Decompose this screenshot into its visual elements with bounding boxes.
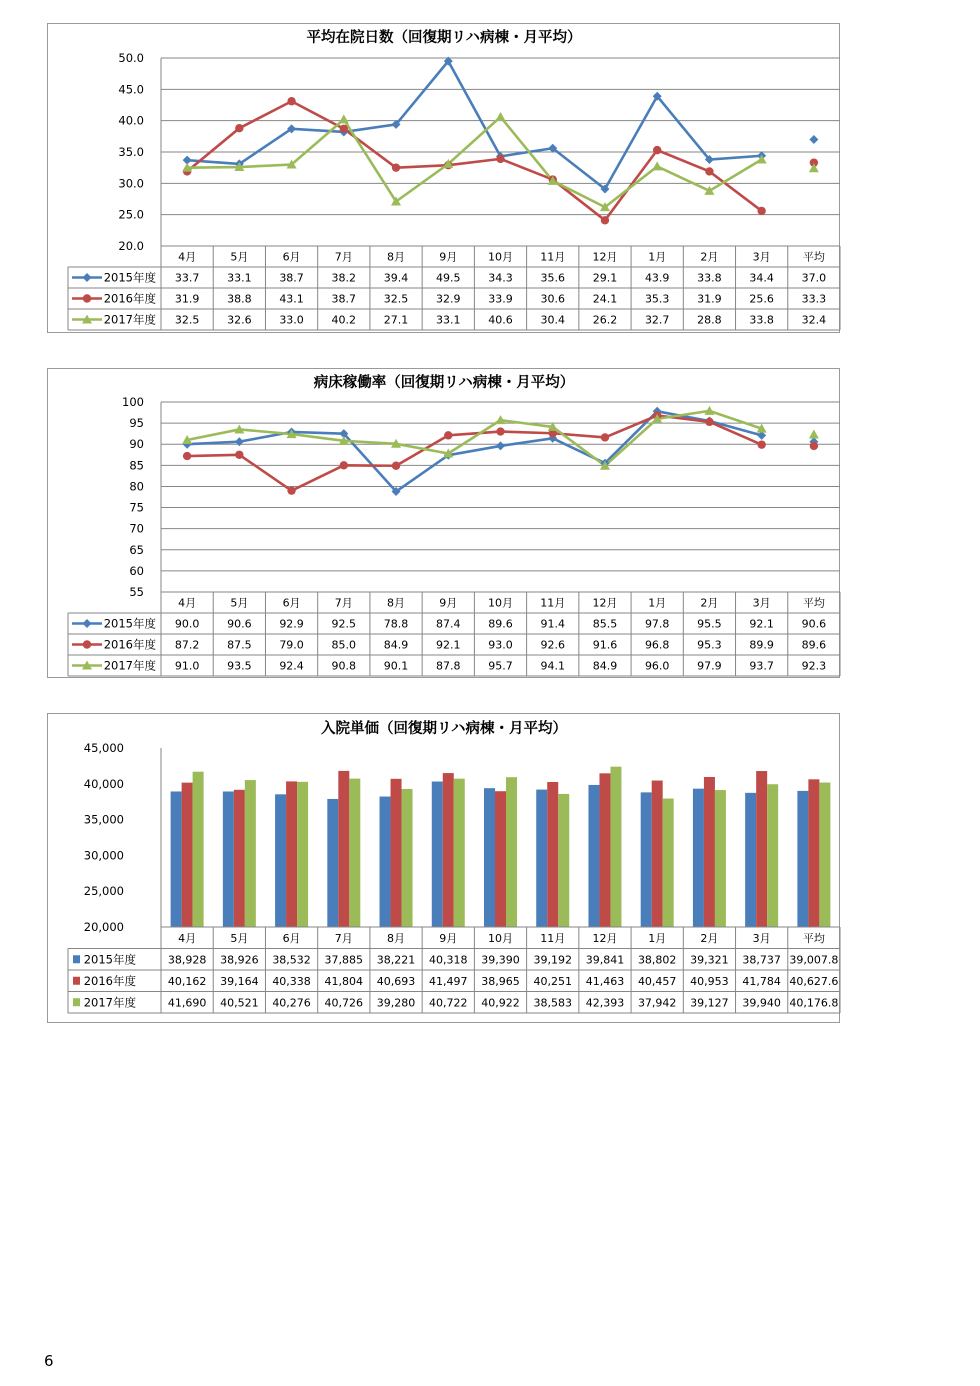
bar xyxy=(454,779,465,927)
data-label: 38,965 xyxy=(481,974,520,988)
chart-admission-unit-price xyxy=(48,714,841,1024)
plot-area xyxy=(171,767,831,927)
category-label: 8月 xyxy=(387,931,406,945)
category-label: 平均 xyxy=(802,596,825,610)
data-label: 95.7 xyxy=(488,659,513,673)
bar xyxy=(558,794,569,927)
data-label: 35.3 xyxy=(644,292,670,306)
data-label: 38,583 xyxy=(533,996,572,1010)
data-label: 92.1 xyxy=(749,617,774,631)
data-label: 40,922 xyxy=(481,996,520,1010)
bar xyxy=(756,771,767,927)
category-label: 10月 xyxy=(488,596,513,610)
data-label: 30.4 xyxy=(540,313,565,327)
data-table xyxy=(68,927,840,1013)
data-label: 93.5 xyxy=(227,659,252,673)
bar xyxy=(349,779,360,927)
data-label: 41,463 xyxy=(585,974,625,988)
y-tick-label: 50.0 xyxy=(118,51,144,65)
data-point xyxy=(757,440,765,448)
data-label: 40,457 xyxy=(637,974,677,988)
bar xyxy=(610,767,621,927)
data-label: 37,942 xyxy=(637,996,677,1010)
data-label: 40.2 xyxy=(331,313,357,327)
data-label: 89.6 xyxy=(488,617,513,631)
bar xyxy=(797,791,808,927)
bar xyxy=(506,777,517,927)
data-label: 33.8 xyxy=(749,313,774,327)
data-label: 40,693 xyxy=(376,974,416,988)
category-label: 4月 xyxy=(178,596,197,610)
legend-label: 2015年度 xyxy=(83,952,136,967)
data-label: 34.4 xyxy=(749,271,774,285)
data-label: 97.8 xyxy=(644,617,670,631)
bar xyxy=(704,777,715,927)
data-label: 42,393 xyxy=(585,996,625,1010)
data-label: 41,804 xyxy=(324,974,364,988)
data-point xyxy=(235,124,243,132)
chart-title: 平均在院日数（回復期リハ病棟・月平均） xyxy=(306,30,582,46)
category-label: 9月 xyxy=(439,596,458,610)
category-label: 4月 xyxy=(178,250,197,264)
data-label: 37.0 xyxy=(801,271,827,285)
chart-title: 病床稼働率（回復期リハ病棟・月平均） xyxy=(313,375,575,391)
data-label: 97.9 xyxy=(697,659,722,673)
data-label: 40,953 xyxy=(690,974,729,988)
bar xyxy=(663,799,674,927)
bar xyxy=(327,799,338,927)
category-label: 7月 xyxy=(334,931,353,945)
legend-label: 2017年度 xyxy=(83,995,136,1010)
data-label: 39,940 xyxy=(742,996,781,1010)
legend-label: 2017年度 xyxy=(103,312,156,327)
category-label: 11月 xyxy=(540,931,566,945)
bar xyxy=(547,782,558,927)
bar xyxy=(484,788,495,927)
data-label: 32.5 xyxy=(383,292,409,306)
data-label: 40,162 xyxy=(167,974,207,988)
series-line xyxy=(187,61,762,189)
y-tick-label: 35.0 xyxy=(118,145,144,159)
category-label: 6月 xyxy=(282,931,301,945)
data-label: 85.0 xyxy=(331,638,357,652)
bar xyxy=(402,789,413,927)
bar xyxy=(234,790,245,927)
bar xyxy=(588,785,599,927)
category-label: 9月 xyxy=(439,250,458,264)
data-table xyxy=(68,592,840,676)
data-label: 92.5 xyxy=(331,617,357,631)
data-label: 40,318 xyxy=(429,953,468,967)
data-label: 40,726 xyxy=(324,996,364,1010)
data-label: 92.3 xyxy=(801,659,827,673)
data-label: 34.3 xyxy=(488,271,513,285)
data-label: 33.8 xyxy=(697,271,722,285)
y-tick-label: 95 xyxy=(129,416,144,431)
data-label: 39,321 xyxy=(690,953,729,967)
data-label: 90.0 xyxy=(174,617,200,631)
bar xyxy=(182,783,193,927)
data-label: 32.4 xyxy=(801,313,827,327)
data-label: 43.9 xyxy=(644,271,670,285)
data-label: 87.2 xyxy=(174,638,200,652)
plot-area xyxy=(182,57,819,225)
category-label: 5月 xyxy=(230,596,249,610)
category-label: 12月 xyxy=(592,250,618,264)
data-label: 40,276 xyxy=(272,996,311,1010)
category-label: 5月 xyxy=(230,250,249,264)
category-label: 9月 xyxy=(439,931,458,945)
data-point xyxy=(444,431,452,439)
y-tick-label: 25.0 xyxy=(118,207,144,222)
data-label: 24.1 xyxy=(592,292,618,306)
data-label: 38.7 xyxy=(331,292,357,306)
data-label: 41,497 xyxy=(429,974,468,988)
y-tick-label: 80 xyxy=(129,479,144,494)
y-tick-label: 75 xyxy=(129,500,144,515)
data-label: 40,251 xyxy=(533,974,572,988)
data-label: 38.2 xyxy=(331,271,357,285)
data-label: 41,784 xyxy=(742,974,781,988)
category-label: 平均 xyxy=(802,250,825,264)
category-label: 3月 xyxy=(752,931,771,945)
bar xyxy=(715,790,726,927)
category-label: 11月 xyxy=(540,250,566,264)
category-label: 8月 xyxy=(387,250,406,264)
bar xyxy=(286,781,297,927)
y-tick-label: 45,000 xyxy=(83,741,124,755)
data-label: 25.6 xyxy=(749,292,774,306)
category-label: 2月 xyxy=(700,250,719,264)
data-label: 95.5 xyxy=(697,617,722,631)
data-label: 93.7 xyxy=(749,659,774,673)
data-label: 49.5 xyxy=(436,271,461,285)
bar xyxy=(652,781,663,927)
data-label: 39,841 xyxy=(585,953,625,967)
category-label: 8月 xyxy=(387,596,406,610)
data-label: 89.6 xyxy=(801,638,827,652)
data-point xyxy=(810,442,818,450)
bar xyxy=(693,789,704,927)
bar xyxy=(245,780,256,927)
data-label: 38.8 xyxy=(227,292,252,306)
bar xyxy=(641,792,652,927)
data-point xyxy=(757,207,765,215)
y-tick-label: 30,000 xyxy=(83,848,124,863)
data-label: 91.0 xyxy=(174,659,200,673)
data-label: 90.8 xyxy=(331,659,357,673)
data-point xyxy=(235,437,244,446)
data-label: 38,221 xyxy=(376,953,416,967)
data-label: 40,722 xyxy=(429,996,468,1010)
data-point xyxy=(183,452,191,460)
y-tick-label: 25,000 xyxy=(83,884,124,899)
data-point xyxy=(339,114,349,123)
data-label: 90.6 xyxy=(801,617,827,631)
legend-marker xyxy=(83,294,91,302)
data-label: 33.1 xyxy=(436,313,461,327)
data-label: 31.9 xyxy=(697,292,722,306)
category-label: 3月 xyxy=(752,250,771,264)
category-label: 平均 xyxy=(802,931,825,945)
data-label: 95.3 xyxy=(697,638,722,652)
data-label: 40,338 xyxy=(272,974,311,988)
data-label: 92.9 xyxy=(279,617,304,631)
data-label: 96.8 xyxy=(644,638,670,652)
category-label: 6月 xyxy=(282,596,301,610)
y-tick-label: 85 xyxy=(129,458,144,473)
data-label: 39.4 xyxy=(383,271,409,285)
data-label: 30.6 xyxy=(540,292,565,306)
bar xyxy=(171,791,182,927)
data-point xyxy=(653,146,661,154)
data-point xyxy=(496,441,505,450)
data-label: 31.9 xyxy=(174,292,200,306)
data-label: 79.0 xyxy=(279,638,304,652)
data-label: 32.5 xyxy=(174,313,200,327)
legend-marker xyxy=(83,619,92,628)
chart-panel-admission-unit-price xyxy=(47,713,840,1023)
y-tick-label: 55 xyxy=(129,585,144,599)
data-label: 38,532 xyxy=(272,953,311,967)
data-label: 40,521 xyxy=(220,996,259,1010)
y-tick-label: 70 xyxy=(129,521,144,536)
data-label: 43.1 xyxy=(279,292,304,306)
y-tick-label: 30.0 xyxy=(118,176,144,191)
data-label: 38,737 xyxy=(742,953,781,967)
bar xyxy=(819,783,830,927)
chart-length-of-stay xyxy=(48,24,841,334)
data-label: 90.1 xyxy=(383,659,409,673)
data-point xyxy=(496,155,504,163)
data-label: 91.6 xyxy=(592,638,618,652)
bar xyxy=(275,794,286,927)
data-label: 94.1 xyxy=(540,659,565,673)
bar xyxy=(338,771,349,927)
y-tick-label: 35,000 xyxy=(83,812,124,827)
data-point xyxy=(809,430,819,439)
data-point xyxy=(235,451,243,459)
data-label: 92.4 xyxy=(279,659,304,673)
bar xyxy=(536,790,547,927)
legend-swatch xyxy=(73,955,80,963)
data-point xyxy=(601,433,609,441)
chart-panel-bed-occupancy xyxy=(47,368,840,678)
data-label: 87.4 xyxy=(436,617,461,631)
bar xyxy=(767,784,778,927)
data-label: 78.8 xyxy=(383,617,409,631)
data-label: 87.8 xyxy=(436,659,461,673)
category-label: 6月 xyxy=(282,250,301,264)
category-label: 1月 xyxy=(648,596,667,610)
bar xyxy=(443,773,454,927)
data-label: 33.9 xyxy=(488,292,513,306)
data-point xyxy=(287,486,295,494)
data-label: 92.1 xyxy=(436,638,461,652)
category-label: 10月 xyxy=(488,931,513,945)
chart-panel-length-of-stay xyxy=(47,23,840,333)
legend-swatch xyxy=(73,998,80,1006)
data-label: 40,176.8 xyxy=(789,996,839,1010)
legend-label: 2016年度 xyxy=(83,973,136,988)
bar xyxy=(297,782,308,927)
legend-label: 2016年度 xyxy=(103,291,156,306)
data-label: 37,885 xyxy=(324,953,364,967)
data-label: 33.1 xyxy=(227,271,252,285)
data-label: 27.1 xyxy=(383,313,409,327)
data-label: 89.9 xyxy=(749,638,774,652)
data-label: 38.7 xyxy=(279,271,304,285)
series-line xyxy=(187,411,762,466)
data-label: 39,280 xyxy=(376,996,416,1010)
data-label: 33.3 xyxy=(801,292,827,306)
data-label: 93.0 xyxy=(488,638,513,652)
data-label: 84.9 xyxy=(592,659,618,673)
legend-label: 2017年度 xyxy=(103,658,156,673)
y-tick-label: 45.0 xyxy=(118,82,144,97)
plot-area xyxy=(182,406,819,496)
data-point xyxy=(601,216,609,224)
data-point xyxy=(496,427,504,435)
data-label: 41,690 xyxy=(167,996,207,1010)
category-label: 2月 xyxy=(700,931,719,945)
bar xyxy=(432,782,443,927)
bar xyxy=(599,773,610,927)
data-label: 29.1 xyxy=(592,271,618,285)
data-label: 33.7 xyxy=(174,271,200,285)
data-label: 39,390 xyxy=(481,953,520,967)
category-label: 1月 xyxy=(648,250,667,264)
data-table xyxy=(68,246,840,330)
category-label: 3月 xyxy=(752,596,771,610)
data-label: 90.6 xyxy=(227,617,252,631)
data-point xyxy=(340,125,348,133)
data-label: 28.8 xyxy=(697,313,722,327)
data-label: 85.5 xyxy=(592,617,618,631)
data-label: 39,164 xyxy=(220,974,259,988)
category-label: 1月 xyxy=(648,931,667,945)
y-tick-label: 20,000 xyxy=(83,920,124,934)
page-number: 6 xyxy=(44,1352,54,1370)
chart-title: 入院単価（回復期リハ病棟・月平均） xyxy=(320,721,568,737)
data-label: 32.7 xyxy=(644,313,670,327)
bar xyxy=(495,791,506,927)
category-label: 7月 xyxy=(334,250,353,264)
y-tick-label: 65 xyxy=(129,542,144,557)
legend-label: 2016年度 xyxy=(103,637,156,652)
data-label: 84.9 xyxy=(383,638,409,652)
data-label: 40,627.6 xyxy=(789,974,839,988)
category-label: 4月 xyxy=(178,931,197,945)
legend-label: 2015年度 xyxy=(103,616,156,631)
data-label: 39,127 xyxy=(690,996,729,1010)
y-tick-label: 20.0 xyxy=(118,239,144,253)
category-label: 10月 xyxy=(488,250,513,264)
data-label: 40.6 xyxy=(488,313,513,327)
bar xyxy=(193,772,204,927)
data-label: 38,926 xyxy=(220,953,259,967)
data-label: 38,802 xyxy=(637,953,677,967)
data-point xyxy=(705,418,713,426)
data-point xyxy=(496,112,506,121)
bar xyxy=(223,791,234,927)
data-label: 26.2 xyxy=(592,313,618,327)
legend-marker xyxy=(83,640,91,648)
category-label: 5月 xyxy=(230,931,249,945)
data-label: 96.0 xyxy=(644,659,670,673)
data-label: 39,007.8 xyxy=(789,953,839,967)
y-tick-label: 60 xyxy=(129,563,144,578)
bar xyxy=(380,797,391,927)
bar xyxy=(808,779,819,927)
data-point xyxy=(392,462,400,470)
data-label: 32.6 xyxy=(227,313,252,327)
category-label: 12月 xyxy=(592,931,618,945)
y-tick-label: 100 xyxy=(122,395,144,409)
data-point xyxy=(392,163,400,171)
data-point xyxy=(287,97,295,105)
data-label: 39,192 xyxy=(533,953,572,967)
legend-label: 2015年度 xyxy=(103,270,156,285)
series-line xyxy=(187,416,762,491)
data-label: 92.6 xyxy=(540,638,565,652)
data-label: 32.9 xyxy=(436,292,461,306)
category-label: 11月 xyxy=(540,596,566,610)
y-tick-label: 40,000 xyxy=(83,776,124,791)
data-label: 91.4 xyxy=(540,617,565,631)
legend-marker xyxy=(83,273,92,282)
category-label: 2月 xyxy=(700,596,719,610)
category-label: 7月 xyxy=(334,596,353,610)
legend-swatch xyxy=(73,977,80,985)
data-point xyxy=(652,161,662,170)
data-label: 38,928 xyxy=(167,953,207,967)
data-point xyxy=(705,167,713,175)
y-tick-label: 90 xyxy=(129,437,144,452)
data-label: 33.0 xyxy=(279,313,304,327)
bar xyxy=(745,793,756,927)
data-point xyxy=(809,135,818,144)
y-tick-label: 40.0 xyxy=(118,113,144,128)
data-label: 87.5 xyxy=(227,638,252,652)
category-label: 12月 xyxy=(592,596,618,610)
chart-bed-occupancy xyxy=(48,369,841,679)
data-label: 35.6 xyxy=(540,271,565,285)
bar xyxy=(391,779,402,927)
data-point xyxy=(340,461,348,469)
